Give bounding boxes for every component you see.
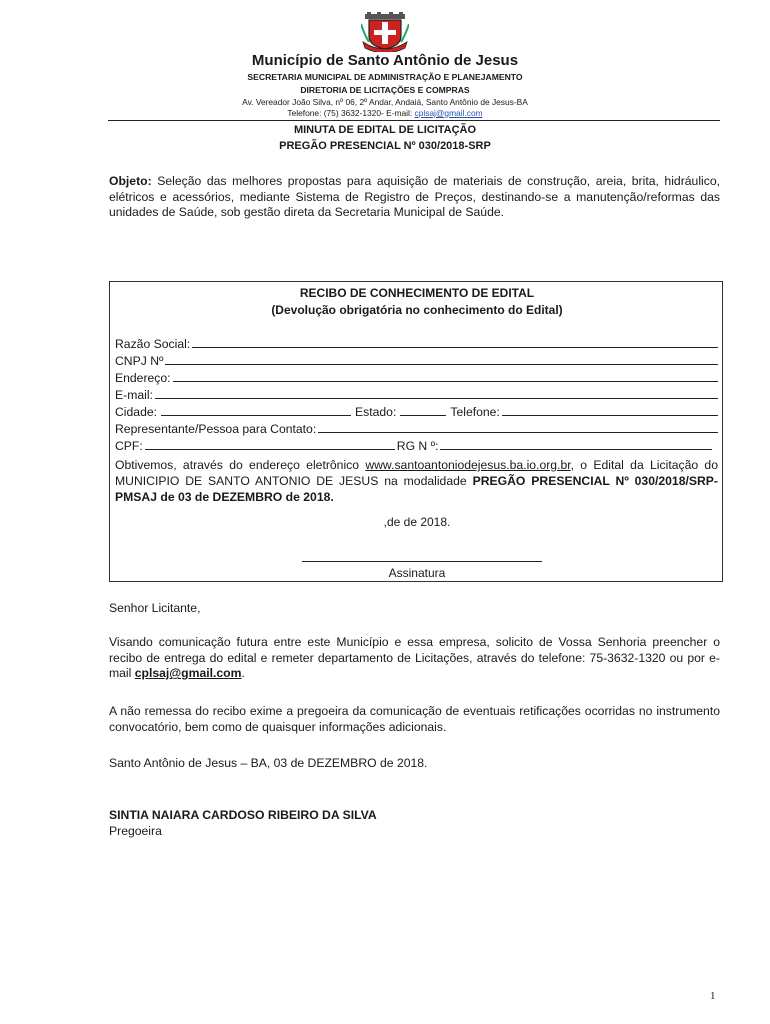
place-date: Santo Antônio de Jesus – BA, 03 de DEZEMBRO de 2018. — [109, 756, 428, 770]
endereco-field[interactable] — [115, 371, 718, 385]
communication-end: . — [241, 666, 245, 681]
waiver-paragraph: A não remessa do recibo exime a pregoeira da comunicação de eventuais retificações ocorridas no instrumento convocatório, bem como de quaisquer informações adicionais. — [109, 704, 720, 734]
contact-email-link[interactable]: cplsaj@gmail.com — [134, 666, 242, 681]
telefone-line[interactable] — [502, 405, 718, 416]
razao-social-line[interactable] — [192, 337, 718, 348]
receipt-title: RECIBO DE CONHECIMENTO DE EDITAL — [299, 286, 535, 300]
website-link[interactable]: www.santoantoniodejesus.ba.io.org.br — [365, 458, 571, 472]
cidade-estado-telefone-row — [115, 405, 718, 419]
cnpj-field[interactable] — [115, 354, 718, 368]
header-phone: Telefone: (75) 3632-1320- E-mail: — [287, 108, 415, 118]
obtivemos-text-2: , o Edital da Licitação do MUNICIPIO DE SANTO ANTONIO DE JESUS na modalidade — [115, 458, 718, 488]
telefone-label: Telefone: — [450, 405, 500, 419]
obtivemos-paragraph — [115, 457, 718, 505]
signature-line[interactable] — [302, 561, 542, 562]
representante-line[interactable] — [318, 422, 718, 433]
estado-line[interactable] — [400, 405, 446, 416]
municipality-name: Município de Santo Antônio de Jesus — [251, 52, 519, 69]
signer-role: Pregoeira — [109, 824, 162, 838]
razao-social-field[interactable] — [115, 337, 718, 351]
cidade-line[interactable] — [161, 405, 351, 416]
date-year: de 2018. — [403, 515, 451, 529]
signer-name: SINTIA NAIARA CARDOSO RIBEIRO DA SILVA — [109, 808, 377, 822]
cpf-label: CPF: — [115, 439, 143, 453]
email-label: E-mail: — [115, 388, 153, 402]
page-number: 1 — [710, 990, 716, 1002]
header-contact — [0, 108, 770, 118]
header-address: Av. Vereador João Silva, nº 06, 2º Andar, Andaiá, Santo Antônio de Jesus-BA — [242, 97, 528, 107]
email-field[interactable] — [115, 388, 718, 402]
rg-line[interactable] — [440, 439, 712, 450]
document-subtitle: PREGÃO PRESENCIAL Nº 030/2018-SRP — [279, 140, 491, 152]
receipt-form-box — [109, 281, 723, 582]
objeto-paragraph — [109, 174, 720, 221]
razao-social-label: Razão Social: — [115, 337, 191, 351]
obtivemos-bold: PREGÃO PRESENCIAL Nº 030/2018/SRP-PMSAJ de 03 de DEZEMBRO de 2018. — [115, 474, 718, 504]
endereco-label: Endereço: — [115, 371, 171, 385]
document-title: MINUTA DE EDITAL DE LICITAÇÃO — [293, 124, 477, 136]
cnpj-label: CNPJ Nº — [115, 354, 164, 368]
communication-text: Visando comunicação futura entre este Município e essa empresa, solicito de Vossa Senhoria preencher o recibo de entrega do edital e remeter departamento de Licitações, através do telefone: 75-3632-1320 ou por e-mail — [109, 635, 720, 681]
cnpj-line[interactable] — [165, 354, 718, 365]
receipt-subtitle: (Devolução obrigatória no conhecimento do Edital) — [271, 303, 563, 317]
header-email-link[interactable]: cplsaj@gmail.com — [414, 108, 483, 118]
estado-label: Estado: — [355, 405, 397, 419]
date-de: de — [386, 515, 401, 529]
date-line: ,de de 2018. — [383, 515, 451, 529]
rg-label: RG N º: — [396, 439, 439, 453]
communication-paragraph — [109, 635, 720, 682]
header-divider — [108, 120, 720, 121]
objeto-text: Seleção das melhores propostas para aquisição de materiais de construção, areia, brita, hidráulico, elétricos e acessórios, mediante Sistema de Registro de Preços, destinando-se a manutenção/reformas das unidades de Saúde, sob gestão direta da Secretaria Municipal de Saúde. — [109, 174, 720, 220]
signature-label: Assinatura — [388, 566, 446, 580]
obtivemos-text: Obtivemos, através do endereço eletrônico — [115, 458, 366, 472]
municipal-coat-of-arms-icon — [361, 12, 409, 52]
cidade-label: Cidade: — [115, 405, 158, 419]
greeting: Senhor Licitante, — [109, 601, 201, 615]
cpf-rg-row — [115, 439, 718, 453]
email-line[interactable] — [155, 388, 718, 399]
cpf-line[interactable] — [145, 439, 395, 450]
representante-label: Representante/Pessoa para Contato: — [115, 422, 317, 436]
representante-field[interactable] — [115, 422, 718, 436]
secretariat-name: SECRETARIA MUNICIPAL DE ADMINISTRAÇÃO E PLANEJAMENTO — [247, 72, 523, 82]
directorate-name: DIRETORIA DE LICITAÇÕES E COMPRAS — [300, 85, 470, 95]
endereco-line[interactable] — [173, 371, 718, 382]
objeto-label: Objeto: — [109, 174, 152, 188]
